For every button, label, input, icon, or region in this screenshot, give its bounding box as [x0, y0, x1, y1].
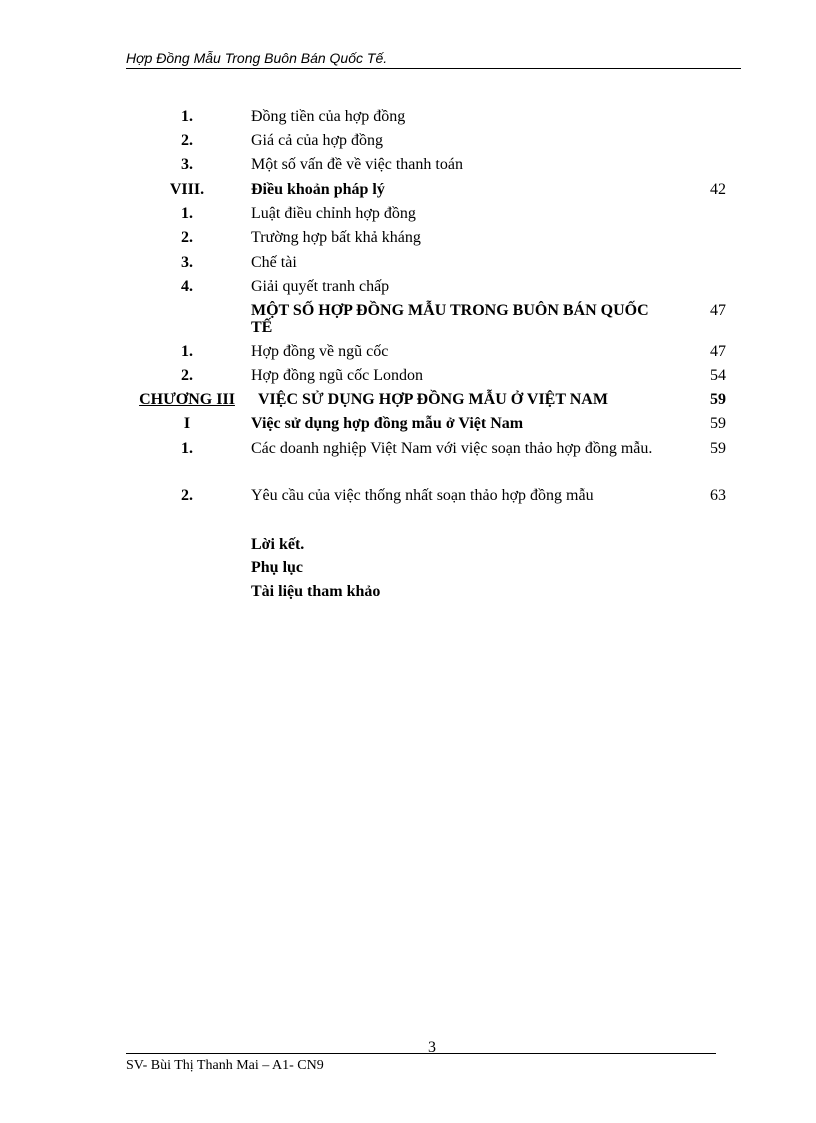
toc-title: Trường hợp bất khả kháng	[251, 229, 421, 246]
toc-title: Hợp đồng về ngũ cốc	[251, 343, 389, 360]
toc-page: 47	[710, 343, 726, 360]
header-title: Hợp Đồng Mẫu Trong Buôn Bán Quốc Tế.	[126, 50, 388, 66]
toc-number: 3.	[181, 254, 193, 271]
toc-page: 54	[710, 367, 726, 384]
toc-number: 2.	[181, 229, 193, 246]
toc-title: Đồng tiền của hợp đồng	[251, 108, 406, 125]
toc-number: 1.	[181, 343, 193, 360]
toc-number: 2.	[181, 487, 193, 504]
toc-title: Chế tài	[251, 254, 297, 271]
toc-page: 63	[710, 487, 726, 504]
toc-page: 47	[710, 302, 726, 319]
toc-title: Giải quyết tranh chấp	[251, 278, 390, 295]
toc-number: 2.	[181, 132, 193, 149]
toc-page: 42	[710, 181, 726, 198]
toc-number: 3.	[181, 156, 193, 173]
toc-title: Các doanh nghiệp Việt Nam với việc soạn thảo hợp đồng mẫu.	[251, 440, 653, 457]
page-number: 3	[428, 1039, 436, 1056]
toc-title: VIỆC SỬ DỤNG HỢP ĐỒNG MẪU Ở VIỆT NAM	[258, 391, 608, 408]
toc-number: 2.	[181, 367, 193, 384]
toc-title: Một số vấn đề về việc thanh toán	[251, 156, 463, 173]
toc-title: Việc sử dụng hợp đồng mẫu ở Việt Nam	[251, 415, 524, 432]
toc-number: 1.	[181, 440, 193, 457]
endmatter-conclusion: Lời kết.	[251, 536, 305, 553]
toc-number: CHƯƠNG III	[139, 391, 235, 408]
endmatter-references: Tài liệu tham khảo	[251, 583, 381, 600]
toc-number: 1.	[181, 108, 193, 125]
footer-author: SV- Bùi Thị Thanh Mai – A1- CN9	[126, 1058, 324, 1073]
toc-number: 1.	[181, 205, 193, 222]
toc-title: MỘT SỐ HỢP ĐỒNG MẪU TRONG BUÔN BÁN QUỐC TẾ	[251, 302, 649, 336]
toc-title: Hợp đồng ngũ cốc London	[251, 367, 423, 384]
toc-number: VIII.	[169, 181, 205, 198]
toc-title: Luật điều chỉnh hợp đồng	[251, 205, 416, 222]
toc-number: I	[183, 415, 191, 432]
toc-title: Điều khoản pháp lý	[251, 181, 385, 198]
toc-title: Yêu cầu của việc thống nhất soạn thảo hợp đồng mẫu	[251, 487, 594, 504]
toc-number: 4.	[181, 278, 193, 295]
toc-page: 59	[710, 415, 726, 432]
toc-title: Giá cả của hợp đồng	[251, 132, 383, 149]
toc-page: 59	[710, 440, 726, 457]
toc-page: 59	[710, 391, 726, 408]
footer-divider	[126, 1053, 716, 1054]
endmatter-appendix: Phụ lục	[251, 559, 304, 576]
